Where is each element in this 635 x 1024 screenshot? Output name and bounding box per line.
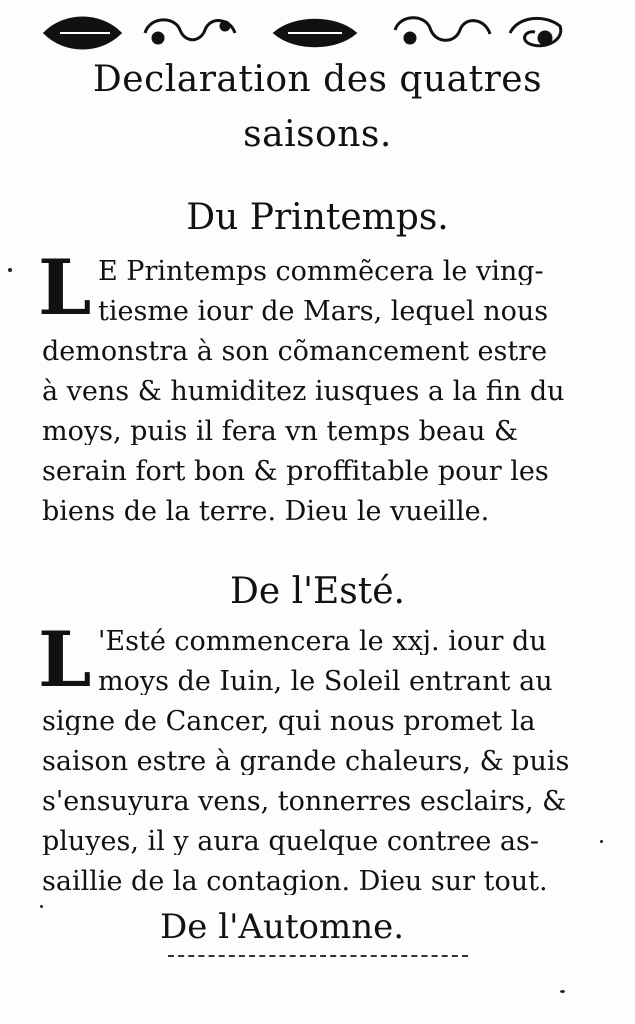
spring-line-2: tiesme iour de Mars, lequel nous [98, 298, 549, 325]
summer-line-7: saillie de la contagion. Dieu sur tout. [42, 868, 548, 895]
page-title-line-1: Declaration des quatres [92, 59, 543, 100]
summer-line-3: signe de Cancer, qui nous promet la [42, 708, 536, 735]
print-speck [40, 905, 43, 908]
ornament-band-icon [40, 8, 570, 58]
print-speck [600, 840, 603, 843]
spring-line-7: biens de la terre. Dieu le vueille. [42, 498, 490, 525]
summer-line-2: moys de Iuin, le Soleil entrant au [98, 668, 553, 695]
summer-line-6: pluyes, il y aura quelque contree as- [42, 828, 539, 855]
spring-heading: Du Printemps. [186, 197, 449, 238]
spring-line-1: E Printemps commẽcera le ving- [98, 258, 544, 285]
spring-line-3: demonstra à son cõmancement estre [42, 338, 548, 365]
autumn-underline [168, 955, 468, 957]
page-title-line-2: saisons. [243, 114, 392, 155]
spring-line-4: à vens & humiditez iusques a la fin du [42, 378, 565, 405]
summer-dropcap: L [38, 615, 92, 704]
summer-line-5: s'ensuyura vens, tonnerres esclairs, & [42, 788, 567, 815]
summer-line-4: saison estre à grande chaleurs, & puis [42, 748, 570, 775]
summer-heading: De l'Esté. [230, 571, 405, 612]
summer-line-1: 'Esté commencera le xxj. iour du [98, 628, 547, 655]
autumn-heading: De l'Automne. [160, 907, 405, 947]
print-speck [560, 990, 565, 993]
spring-line-5: moys, puis il fera vn temps beau & [42, 418, 519, 445]
spring-dropcap: L [38, 243, 92, 332]
spring-line-6: serain fort bon & proffitable pour les [42, 458, 549, 485]
print-speck [8, 268, 12, 272]
